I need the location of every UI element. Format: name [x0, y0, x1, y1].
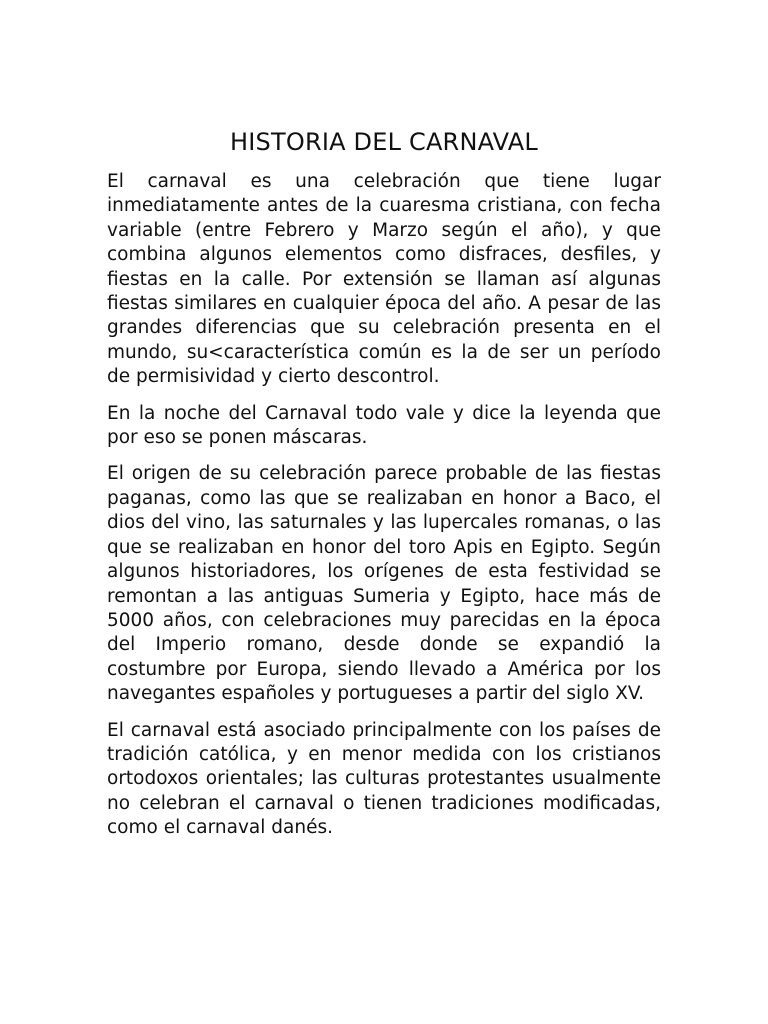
- document-title: HISTORIA DEL CARNAVAL: [230, 128, 538, 156]
- paragraph-traditions: El carnaval está asociado principalmente con los países de tradición católica, y en menor medida con los cristianos ortodoxos orientales; las culturas protestantes usualmente no celebran el carnaval o tienen tradiciones modificadas, como el carnaval danés.: [107, 719, 661, 839]
- paragraph-definition: El carnaval es una celebración que tiene lugar inmediatamente antes de la cuaresma cristiana, con fecha variable (entre Febrero y Marzo según el año), y que combina algunos elementos como disfraces, desfiles, y fiestas en la calle. Por extensión se llaman así algunas fiestas similares en cualquier época del año. A pesar de las grandes diferencias que su celebración presenta en el mundo, su<característica común es la de ser un período de permisividad y cierto descontrol.: [107, 171, 661, 388]
- paragraph-masks: En la noche del Carnaval todo vale y dice la leyenda que por eso se ponen máscaras.: [107, 402, 661, 449]
- paragraph-origin: El origen de su celebración parece probable de las fiestas paganas, como las que se realizaban en honor a Baco, el dios del vino, las saturnales y las lupercales romanas, o las que se realizaban en honor del toro Apis en Egipto. Según algunos historiadores, los orígenes de esta festividad se remontan a las antiguas Sumeria y Egipto, hace más de 5000 años, con celebraciones muy parecidas en la época del Imperio romano, desde donde se expandió la costumbre por Europa, siendo llevado a América por los navegantes españoles y portugueses a partir del siglo XV.: [107, 463, 661, 705]
- document-page: [107, 124, 661, 853]
